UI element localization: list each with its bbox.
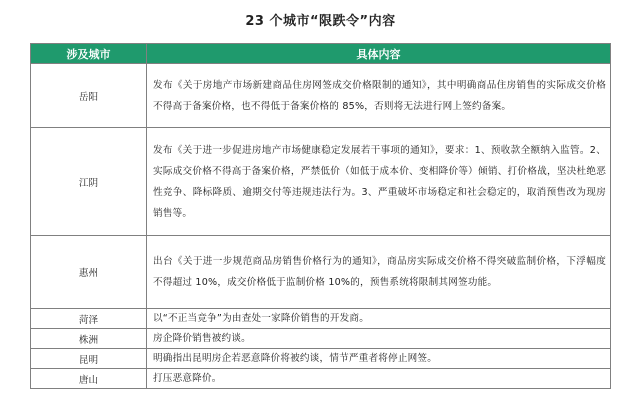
table-row xyxy=(31,329,611,349)
table-row xyxy=(31,64,611,128)
content-cell: 打压恶意降价。 xyxy=(147,369,611,389)
content-cell: 发布《关于房地产市场新建商品住房网签成交价格限制的通知》，其中明确商品住房销售的实际成交价格不得高于备案价格，也不得低于备案价格的 85%，否则将无法进行网上签约备案。 xyxy=(147,64,611,128)
content-cell: 房企降价销售被约谈。 xyxy=(147,329,611,349)
city-cell: 株洲 xyxy=(31,329,147,349)
header-city: 涉及城市 xyxy=(31,44,147,64)
city-cell: 唐山 xyxy=(31,369,147,389)
table-row xyxy=(31,128,611,236)
city-cell: 岳阳 xyxy=(31,64,147,128)
page-title: 23 个城市“限跌令”内容 xyxy=(245,14,396,29)
table-row xyxy=(31,309,611,329)
content-cell: 出台《关于进一步规范商品房销售价格行为的通知》，商品房实际成交价格不得突破监制价格，下浮幅度不得超过 10%，成交价格低于监制价格 10%的，预售系统将限制其网签功能。 xyxy=(147,236,611,309)
table-row xyxy=(31,236,611,309)
table-row xyxy=(31,349,611,369)
content-cell: 明确指出昆明房企若恶意降价将被约谈，情节严重者将停止网签。 xyxy=(147,349,611,369)
content-cell: 以“不正当竞争”为由查处一家降价销售的开发商。 xyxy=(147,309,611,329)
table-header-row xyxy=(31,44,611,64)
header-content: 具体内容 xyxy=(147,44,611,64)
city-restriction-table xyxy=(30,43,611,389)
city-cell: 江阴 xyxy=(31,128,147,236)
city-cell: 菏泽 xyxy=(31,309,147,329)
content-cell: 发布《关于进一步促进房地产市场健康稳定发展若干事项的通知》，要求：1、预收款全额纳入监管。2、实际成交价格不得高于备案价格，严禁低价（如低于成本价、变相降价等）倾销、打价格战，坚决杜绝恶性竞争、降标降质、逾期交付等违规违法行为。3、严重破坏市场稳定和社会稳定的，取消预售改为现房销售等。 xyxy=(147,128,611,236)
city-cell: 惠州 xyxy=(31,236,147,309)
table-row xyxy=(31,369,611,389)
city-cell: 昆明 xyxy=(31,349,147,369)
